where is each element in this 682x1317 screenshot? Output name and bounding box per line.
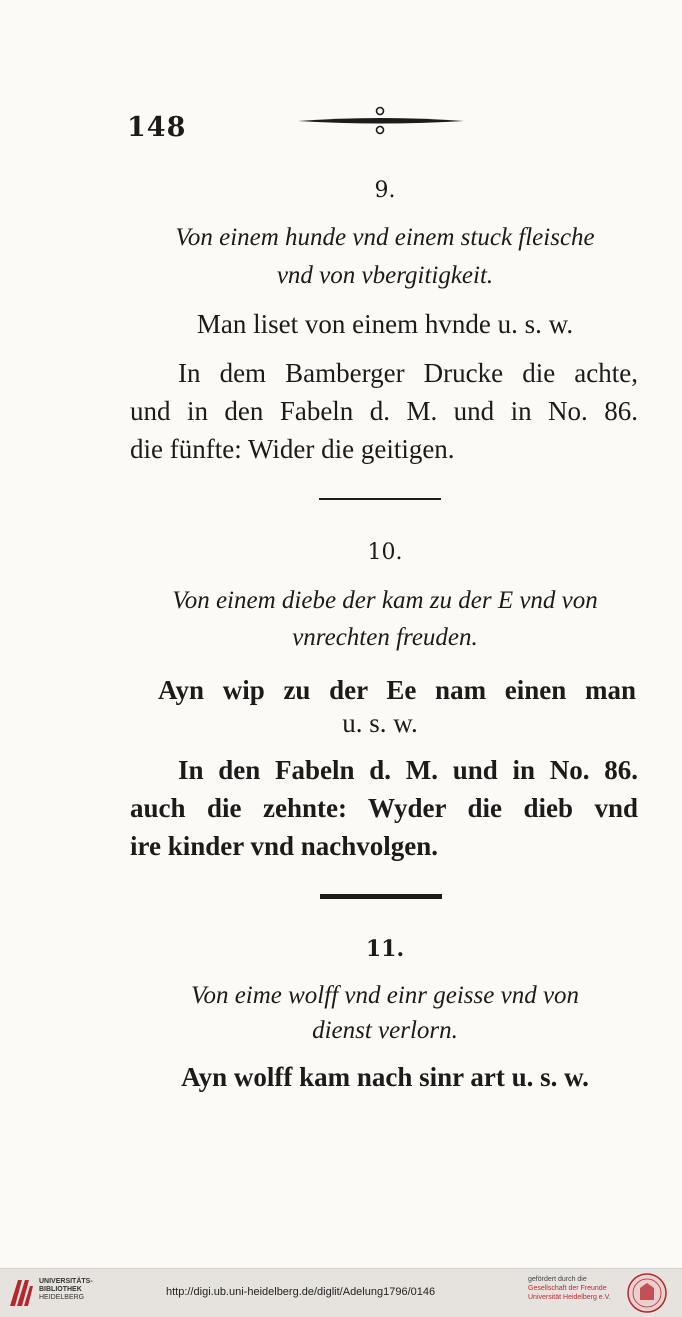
paragraph-line: In den Fabeln d. M. und in No. 86. (178, 755, 638, 785)
university-library-logo-icon[interactable] (8, 1278, 34, 1308)
sponsor-text (528, 1275, 611, 1302)
section-heading-line: Von einem diebe der kam zu der E vnd von (172, 587, 598, 614)
section-heading-line: dienst verlorn. (312, 1017, 458, 1044)
university-seal-icon[interactable] (626, 1272, 668, 1314)
section-heading-line: Von eime wolff vnd einr geisse vnd von (190, 982, 580, 1009)
section-opening-line: Man liset von einem hvnde u. s. w. (196, 309, 574, 339)
sponsor-line: Universität Heidelberg e.V. (528, 1294, 611, 1301)
paragraph-line: und in den Fabeln d. M. und in No. 86. (130, 396, 638, 426)
library-name-line: BIBLIOTHEK (39, 1286, 82, 1293)
paragraph-line: ire kinder vnd nachvolgen. (130, 831, 439, 861)
section-heading-line: vnrechten freuden. (292, 624, 478, 651)
permalink-url[interactable]: http://digi.ub.uni-heidelberg.de/diglit/Adelung1796/0146 (166, 1286, 436, 1298)
section-paragraph (130, 354, 638, 468)
library-name (39, 1278, 93, 1302)
section-opening-line: Ayn wolff kam nach sinr art u. s. w. (181, 1062, 589, 1092)
sponsor-line: Gesellschaft der Freunde (528, 1285, 607, 1292)
section-number: 10. (367, 540, 403, 565)
sponsor-line: gefördert durch die (528, 1276, 587, 1283)
library-name-line: HEIDELBERG (39, 1294, 85, 1301)
opening-line: Ayn wip zu der Ee nam einen man (158, 675, 636, 705)
header-ornament (296, 104, 466, 136)
opening-line: u. s. w. (342, 708, 418, 738)
section-opening (158, 671, 636, 709)
section-number: 11. (365, 936, 405, 962)
section-paragraph (130, 751, 638, 865)
page-number: 148 (127, 112, 187, 143)
section-heading-line: Von einem hunde vnd einem stuck fleische (175, 224, 595, 251)
library-name-line: UNIVERSITÄTS- (39, 1278, 93, 1285)
footer-bar (0, 1268, 682, 1317)
section-divider (320, 894, 442, 899)
paragraph-line: In dem Bamberger Drucke die achte, (178, 358, 638, 388)
section-divider (319, 498, 441, 500)
section-number: 9. (374, 178, 396, 203)
paragraph-line: auch die zehnte: Wyder die dieb vnd (130, 793, 638, 823)
section-heading-line: vnd von vbergitigkeit. (276, 262, 494, 289)
paragraph-line: die fünfte: Wider die geitigen. (130, 434, 455, 464)
